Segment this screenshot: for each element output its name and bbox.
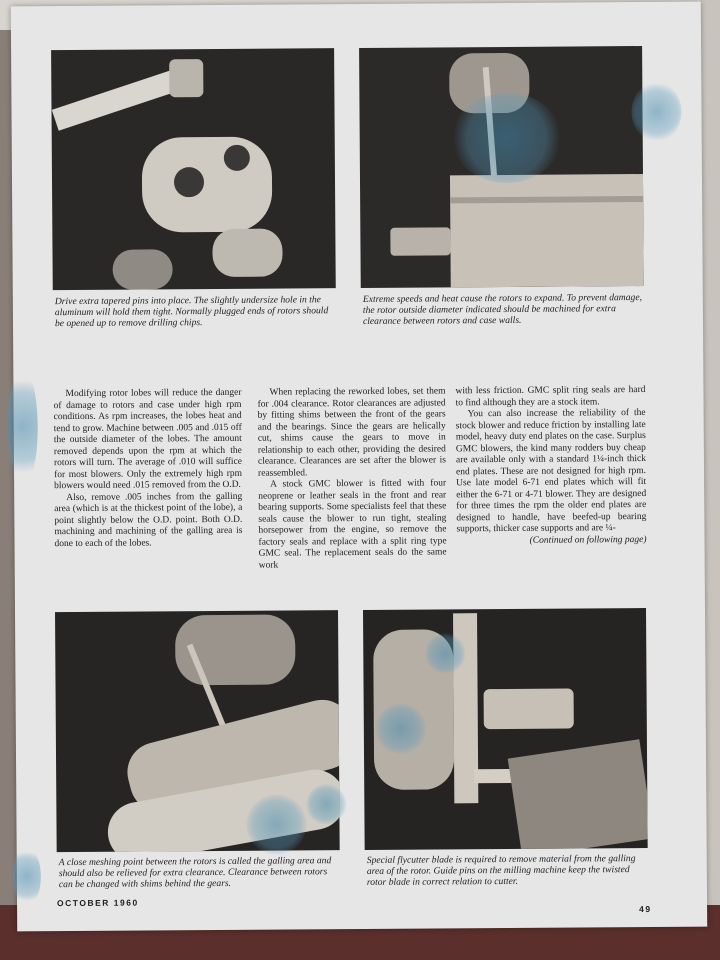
page-number: 49	[639, 903, 652, 915]
article-column-1	[53, 388, 242, 550]
paragraph: When replacing the reworked lobes, set them for .004 clearance. Rotor clearances are adjusted by fitting shims between the front of the gears and the bearings. Since the gears are helically cut, shims cause the gears to move in relationship to each other, providing the desired clearance. Clearances are set after the blower is reassembled.	[257, 386, 446, 479]
water-stain	[376, 704, 426, 754]
rotor-shaft	[390, 227, 450, 255]
water-stain	[7, 366, 38, 486]
paragraph: Also, remove .005 inches from the galling area (which is at the thickest point of the lobe), a point slightly below the O.D. point. Both O.D. machining and machining of the galling area is done to each of the lobes.	[54, 491, 243, 549]
caption-top-right: Extreme speeds and heat cause the rotors to expand. To prevent damage, the rotor outside diameter indicated should be machined for extra clearance between rotors and case walls.	[362, 292, 643, 328]
continued-note: (Continued on following page)	[529, 534, 647, 546]
water-stain	[306, 784, 346, 824]
caption-bottom-left: A close meshing point between the rotors is called the galling area and should also be relieved for extra clearance. Clearance between rotors can be changed with shims behind the gears.	[58, 855, 332, 891]
rotor-hole	[224, 145, 250, 171]
rotor-body	[450, 174, 644, 287]
rotor-body	[508, 739, 648, 850]
hammer-head	[169, 59, 203, 97]
water-stain	[631, 82, 681, 142]
caption-top-left: Drive extra tapered pins into place. The slightly undersize hole in the aluminum will hold them tight. Normally plugged ends of rotors should be opened up to remove drilling chips.	[54, 294, 329, 330]
rotor-lobe	[212, 229, 282, 277]
issue-date: OCTOBER 1960	[57, 897, 139, 909]
article-column-3	[455, 385, 646, 547]
paragraph: A stock GMC blower is fitted with four neoprene or leather seals in the front and rear bearing supports. Some specialists feel that these seals cause the blower to run tight, stealing horsepower from the engine, so remove the factory seals and replace with a split ring type GMC seal. The replacement seals do the same work	[258, 478, 447, 571]
caption-bottom-right: Special flycutter blade is required to remove material from the galling area of the rotor. Guide pins on the milling machine keep the twisted rotor blade in correct relation to cutter.	[366, 853, 636, 889]
water-stain	[451, 93, 562, 184]
water-stain	[246, 794, 306, 854]
flycutter-head	[484, 689, 574, 730]
magazine-page	[11, 2, 707, 932]
paragraph: Modifying rotor lobes will reduce the danger of damage to rotors and case under high rpm conditions. As rpm increases, the lobes heat and tend to grow. Machine between .005 and .015 off the outside diameter of the lobes. The amount removed depends upon the rpm at which the rotors will turn. The average of .010 will suffice for most blowers. Only the extremely high rpm blowers would need .015 removed from the O.D.	[53, 387, 243, 492]
paragraph: You can also increase the reliability of the stock blower and reduce friction by installing late model, heavy duty end plates on the case. Surplus GMC blowers, the kind many rodders buy cheap are available only with a standard 1¼-inch thick end plates. These are not designed for high rpm. Use late model 6-71 end plates which will fit either the 6-71 or 4-71 blower. They are designed for three times the rpm the older end plates are designed to handle, have beefed-up bearing supports, thicker case supports and are ¼-	[455, 407, 647, 535]
paragraph: with less friction. GMC split ring seals are hard to find although they are a stock item.	[455, 384, 646, 408]
photo-tapered-pins	[51, 48, 336, 290]
water-stain	[13, 846, 41, 906]
article-column-2	[257, 386, 446, 571]
hand	[112, 249, 172, 289]
rotor-hole	[174, 167, 204, 197]
water-stain	[425, 633, 465, 673]
rotor-end	[142, 137, 273, 233]
